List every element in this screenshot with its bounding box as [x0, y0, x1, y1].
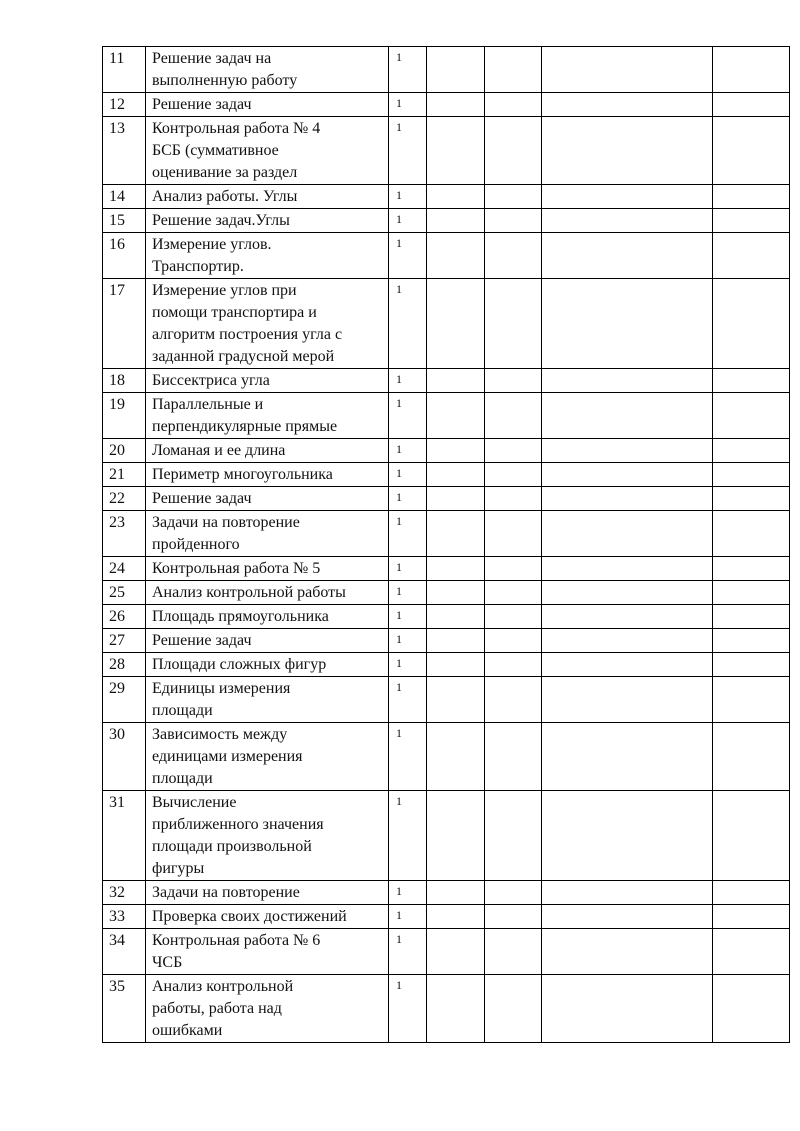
- empty-cell: [713, 605, 790, 629]
- empty-cell: [427, 929, 485, 975]
- lesson-hours-cell: 1: [389, 93, 427, 117]
- table-row: [103, 581, 790, 605]
- lesson-topic-cell: Вычисление приближенного значения площади произвольной фигуры: [146, 791, 389, 881]
- empty-cell: [485, 279, 542, 369]
- lesson-number-cell: 17: [103, 279, 146, 369]
- empty-cell: [427, 581, 485, 605]
- lesson-hours-cell: 1: [389, 581, 427, 605]
- empty-cell: [427, 511, 485, 557]
- table-row: [103, 393, 790, 439]
- empty-cell: [713, 279, 790, 369]
- lesson-number-cell: 26: [103, 605, 146, 629]
- empty-cell: [485, 905, 542, 929]
- lesson-topic-cell: Параллельные и перпендикулярные прямые: [146, 393, 389, 439]
- empty-cell: [542, 487, 713, 511]
- lesson-hours-cell: 1: [389, 439, 427, 463]
- empty-cell: [542, 557, 713, 581]
- lesson-topic-cell: Контрольная работа № 4 БСБ (суммативное оценивание за раздел: [146, 117, 389, 185]
- empty-cell: [542, 723, 713, 791]
- lesson-number-cell: 28: [103, 653, 146, 677]
- empty-cell: [713, 393, 790, 439]
- lesson-number-cell: 29: [103, 677, 146, 723]
- empty-cell: [427, 209, 485, 233]
- empty-cell: [713, 557, 790, 581]
- lesson-hours-cell: 1: [389, 511, 427, 557]
- empty-cell: [427, 791, 485, 881]
- empty-cell: [485, 581, 542, 605]
- empty-cell: [485, 653, 542, 677]
- empty-cell: [485, 47, 542, 93]
- empty-cell: [713, 185, 790, 209]
- lesson-hours-cell: 1: [389, 881, 427, 905]
- empty-cell: [713, 905, 790, 929]
- empty-cell: [485, 975, 542, 1043]
- empty-cell: [427, 233, 485, 279]
- empty-cell: [542, 511, 713, 557]
- empty-cell: [542, 653, 713, 677]
- empty-cell: [427, 487, 485, 511]
- empty-cell: [713, 581, 790, 605]
- lesson-number-cell: 19: [103, 393, 146, 439]
- empty-cell: [713, 233, 790, 279]
- empty-cell: [713, 93, 790, 117]
- lesson-number-cell: 23: [103, 511, 146, 557]
- empty-cell: [485, 93, 542, 117]
- empty-cell: [542, 791, 713, 881]
- empty-cell: [542, 581, 713, 605]
- empty-cell: [713, 439, 790, 463]
- empty-cell: [713, 881, 790, 905]
- empty-cell: [713, 511, 790, 557]
- empty-cell: [713, 677, 790, 723]
- lesson-hours-cell: 1: [389, 629, 427, 653]
- empty-cell: [427, 93, 485, 117]
- lesson-topic-cell: Решение задач: [146, 93, 389, 117]
- lesson-topic-cell: Площади сложных фигур: [146, 653, 389, 677]
- table-row: [103, 557, 790, 581]
- lesson-hours-cell: 1: [389, 185, 427, 209]
- table-body: [103, 47, 790, 1043]
- empty-cell: [713, 723, 790, 791]
- table-row: [103, 279, 790, 369]
- table-row: [103, 723, 790, 791]
- empty-cell: [542, 975, 713, 1043]
- table-row: [103, 791, 790, 881]
- lesson-hours-cell: 1: [389, 209, 427, 233]
- lesson-topic-cell: Периметр многоугольника: [146, 463, 389, 487]
- empty-cell: [427, 279, 485, 369]
- lesson-number-cell: 13: [103, 117, 146, 185]
- lesson-topic-cell: Анализ контрольной работы, работа над ошибками: [146, 975, 389, 1043]
- empty-cell: [485, 117, 542, 185]
- lesson-topic-cell: Измерение углов при помощи транспортира и алгоритм построения угла с заданной градусной мерой: [146, 279, 389, 369]
- empty-cell: [485, 881, 542, 905]
- lesson-topic-cell: Контрольная работа № 6 ЧСБ: [146, 929, 389, 975]
- table-row: [103, 209, 790, 233]
- table-row: [103, 439, 790, 463]
- empty-cell: [713, 975, 790, 1043]
- empty-cell: [542, 905, 713, 929]
- lesson-number-cell: 21: [103, 463, 146, 487]
- table-row: [103, 881, 790, 905]
- empty-cell: [485, 209, 542, 233]
- lesson-hours-cell: 1: [389, 905, 427, 929]
- lesson-hours-cell: 1: [389, 929, 427, 975]
- empty-cell: [542, 463, 713, 487]
- lesson-number-cell: 31: [103, 791, 146, 881]
- table-row: [103, 605, 790, 629]
- empty-cell: [485, 463, 542, 487]
- lesson-topic-cell: Анализ контрольной работы: [146, 581, 389, 605]
- empty-cell: [713, 463, 790, 487]
- table-row: [103, 463, 790, 487]
- empty-cell: [427, 557, 485, 581]
- lesson-topic-cell: Решение задач.Углы: [146, 209, 389, 233]
- lesson-topic-cell: Ломаная и ее длина: [146, 439, 389, 463]
- empty-cell: [542, 629, 713, 653]
- lesson-hours-cell: 1: [389, 677, 427, 723]
- table-row: [103, 369, 790, 393]
- empty-cell: [427, 117, 485, 185]
- empty-cell: [542, 393, 713, 439]
- empty-cell: [485, 511, 542, 557]
- lesson-topic-cell: Площадь прямоугольника: [146, 605, 389, 629]
- lesson-hours-cell: 1: [389, 369, 427, 393]
- lesson-hours-cell: 1: [389, 279, 427, 369]
- empty-cell: [542, 185, 713, 209]
- table-row: [103, 487, 790, 511]
- lesson-topic-cell: Анализ работы. Углы: [146, 185, 389, 209]
- lesson-topic-cell: Единицы измерения площади: [146, 677, 389, 723]
- lesson-topic-cell: Решение задач: [146, 629, 389, 653]
- lesson-topic-cell: Контрольная работа № 5: [146, 557, 389, 581]
- empty-cell: [542, 929, 713, 975]
- empty-cell: [485, 185, 542, 209]
- empty-cell: [485, 791, 542, 881]
- empty-cell: [713, 117, 790, 185]
- empty-cell: [427, 881, 485, 905]
- table-row: [103, 185, 790, 209]
- empty-cell: [713, 487, 790, 511]
- empty-cell: [485, 929, 542, 975]
- lesson-number-cell: 35: [103, 975, 146, 1043]
- empty-cell: [427, 605, 485, 629]
- empty-cell: [427, 369, 485, 393]
- lesson-hours-cell: 1: [389, 557, 427, 581]
- empty-cell: [542, 117, 713, 185]
- empty-cell: [713, 629, 790, 653]
- empty-cell: [485, 629, 542, 653]
- table-row: [103, 233, 790, 279]
- empty-cell: [542, 209, 713, 233]
- lesson-number-cell: 16: [103, 233, 146, 279]
- lesson-topic-cell: Измерение углов. Транспортир.: [146, 233, 389, 279]
- table-row: [103, 47, 790, 93]
- table-row: [103, 93, 790, 117]
- empty-cell: [485, 605, 542, 629]
- table-row: [103, 653, 790, 677]
- empty-cell: [542, 93, 713, 117]
- lesson-hours-cell: 1: [389, 393, 427, 439]
- lesson-number-cell: 27: [103, 629, 146, 653]
- lesson-number-cell: 18: [103, 369, 146, 393]
- empty-cell: [542, 439, 713, 463]
- lesson-number-cell: 34: [103, 929, 146, 975]
- lesson-number-cell: 30: [103, 723, 146, 791]
- empty-cell: [485, 439, 542, 463]
- empty-cell: [427, 393, 485, 439]
- empty-cell: [427, 47, 485, 93]
- empty-cell: [542, 605, 713, 629]
- table-row: [103, 975, 790, 1043]
- empty-cell: [542, 47, 713, 93]
- lesson-topic-cell: Проверка своих достижений: [146, 905, 389, 929]
- empty-cell: [485, 233, 542, 279]
- lesson-number-cell: 24: [103, 557, 146, 581]
- empty-cell: [713, 209, 790, 233]
- empty-cell: [485, 369, 542, 393]
- lesson-hours-cell: 1: [389, 233, 427, 279]
- lesson-number-cell: 14: [103, 185, 146, 209]
- empty-cell: [713, 929, 790, 975]
- lesson-topic-cell: Решение задач на выполненную работу: [146, 47, 389, 93]
- lesson-hours-cell: 1: [389, 791, 427, 881]
- empty-cell: [427, 439, 485, 463]
- table-row: [103, 511, 790, 557]
- lesson-hours-cell: 1: [389, 605, 427, 629]
- empty-cell: [485, 487, 542, 511]
- lesson-number-cell: 25: [103, 581, 146, 605]
- empty-cell: [713, 653, 790, 677]
- empty-cell: [427, 185, 485, 209]
- empty-cell: [427, 653, 485, 677]
- table-row: [103, 929, 790, 975]
- lesson-hours-cell: 1: [389, 47, 427, 93]
- lesson-topic-cell: Биссектриса угла: [146, 369, 389, 393]
- table-row: [103, 677, 790, 723]
- lesson-number-cell: 32: [103, 881, 146, 905]
- lesson-number-cell: 15: [103, 209, 146, 233]
- lesson-hours-cell: 1: [389, 487, 427, 511]
- empty-cell: [485, 557, 542, 581]
- lesson-plan-table: [102, 46, 790, 1043]
- empty-cell: [713, 369, 790, 393]
- empty-cell: [542, 369, 713, 393]
- table-row: [103, 905, 790, 929]
- lesson-number-cell: 33: [103, 905, 146, 929]
- empty-cell: [542, 881, 713, 905]
- lesson-number-cell: 11: [103, 47, 146, 93]
- lesson-topic-cell: Решение задач: [146, 487, 389, 511]
- empty-cell: [427, 629, 485, 653]
- table-row: [103, 629, 790, 653]
- empty-cell: [427, 975, 485, 1043]
- empty-cell: [427, 677, 485, 723]
- table-row: [103, 117, 790, 185]
- lesson-number-cell: 22: [103, 487, 146, 511]
- lesson-number-cell: 12: [103, 93, 146, 117]
- empty-cell: [542, 677, 713, 723]
- lesson-hours-cell: 1: [389, 117, 427, 185]
- empty-cell: [427, 463, 485, 487]
- lesson-number-cell: 20: [103, 439, 146, 463]
- empty-cell: [427, 905, 485, 929]
- lesson-topic-cell: Задачи на повторение пройденного: [146, 511, 389, 557]
- empty-cell: [542, 233, 713, 279]
- empty-cell: [485, 393, 542, 439]
- empty-cell: [713, 47, 790, 93]
- empty-cell: [485, 677, 542, 723]
- empty-cell: [713, 791, 790, 881]
- lesson-hours-cell: 1: [389, 653, 427, 677]
- lesson-topic-cell: Задачи на повторение: [146, 881, 389, 905]
- empty-cell: [542, 279, 713, 369]
- lesson-hours-cell: 1: [389, 975, 427, 1043]
- lesson-hours-cell: 1: [389, 463, 427, 487]
- lesson-topic-cell: Зависимость между единицами измерения площади: [146, 723, 389, 791]
- empty-cell: [427, 723, 485, 791]
- empty-cell: [485, 723, 542, 791]
- lesson-hours-cell: 1: [389, 723, 427, 791]
